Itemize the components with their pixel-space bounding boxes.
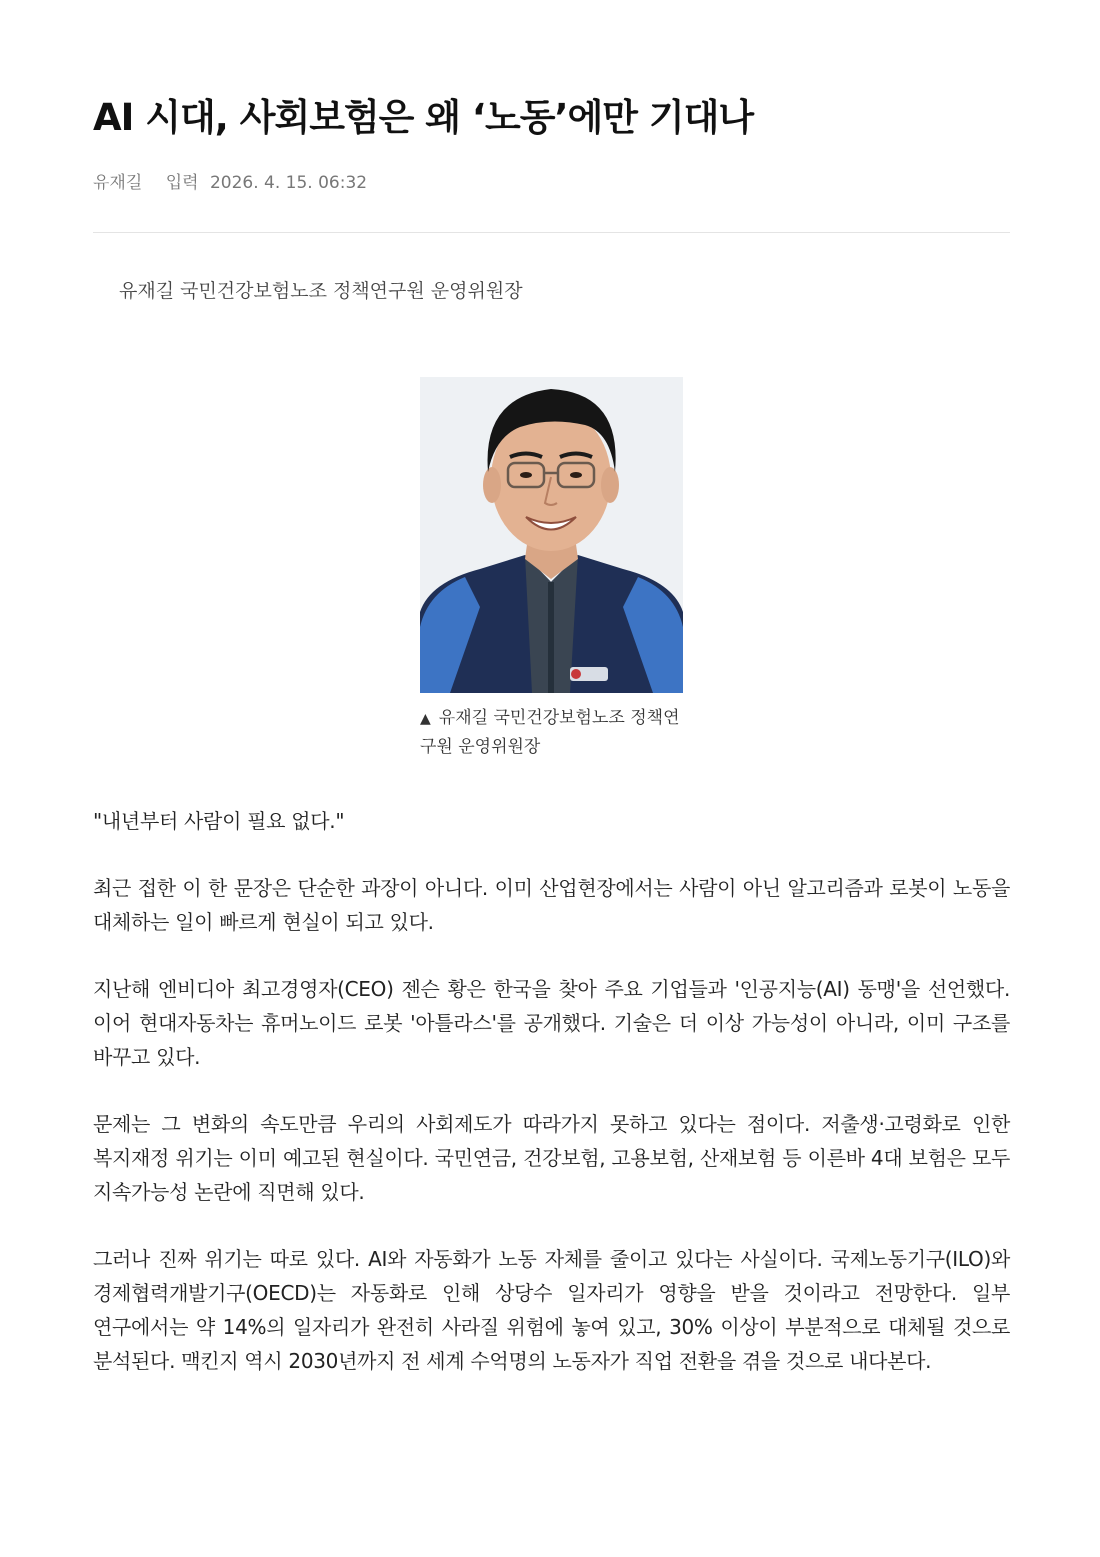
- article-subhead: 유재길 국민건강보험노조 정책연구원 운영위원장: [119, 280, 523, 302]
- header-divider: [93, 232, 1010, 233]
- author-photo: [420, 377, 683, 693]
- author-name[interactable]: 유재길: [93, 173, 143, 193]
- portrait-photo: [420, 377, 683, 693]
- photo-caption: [420, 704, 690, 761]
- body-paragraph: 최근 접한 이 한 문장은 단순한 과장이 아니다. 이미 산업현장에서는 사람이 아닌 알고리즘과 로봇이 노동을 대체하는 일이 빠르게 현실이 되고 있다.: [93, 876, 1010, 934]
- body-paragraph: "내년부터 사람이 필요 없다.": [93, 809, 345, 833]
- body-paragraph: 문제는 그 변화의 속도만큼 우리의 사회제도가 따라가지 못하고 있다는 점이다. 저출생·고령화로 인한 복지재정 위기는 이미 예고된 현실이다. 국민연금, 건강보험, 고용보험, 산재보험 등 이른바 4대 보험은 모두 지속가능성 논란에 직면해 있다.: [93, 1112, 1010, 1204]
- photo-caption-text: 유재길 국민건강보험노조 정책연구원 운영위원장: [420, 708, 680, 757]
- body-paragraph: 그러나 진짜 위기는 따로 있다. AI와 자동화가 노동 자체를 줄이고 있다는 사실이다. 국제노동기구(ILO)와 경제협력개발기구(OECD)는 자동화로 인해 상당수 일자리가 영향을 받을 것이라고 전망한다. 일부 연구에서는 약 14%의 일자리가 완전히 사라질 위험에 놓여 있고, 30% 이상이 부분적으로 대체될 것으로 분석된다. 맥킨지 역시 2030년까지 전 세계 수억명의 노동자가 직업 전환을 겪을 것으로 내다본다.: [93, 1247, 1010, 1373]
- byline: [93, 170, 367, 196]
- publish-date: 2026. 4. 15. 06:32: [209, 173, 368, 193]
- body-paragraph: 지난해 엔비디아 최고경영자(CEO) 젠슨 황은 한국을 찾아 주요 기업들과 '인공지능(AI) 동맹'을 선언했다. 이어 현대자동차는 휴머노이드 로봇 '아틀라스'를 공개했다. 기술은 더 이상 가능성이 아니라, 이미 구조를 바꾸고 있다.: [93, 977, 1010, 1069]
- article-headline: AI 시대, 사회보험은 왜 ‘노동’에만 기대나: [93, 96, 754, 139]
- date-label: 입력: [165, 173, 199, 193]
- article-body: [93, 804, 1010, 1411]
- caption-triangle-icon: ▲: [420, 711, 431, 727]
